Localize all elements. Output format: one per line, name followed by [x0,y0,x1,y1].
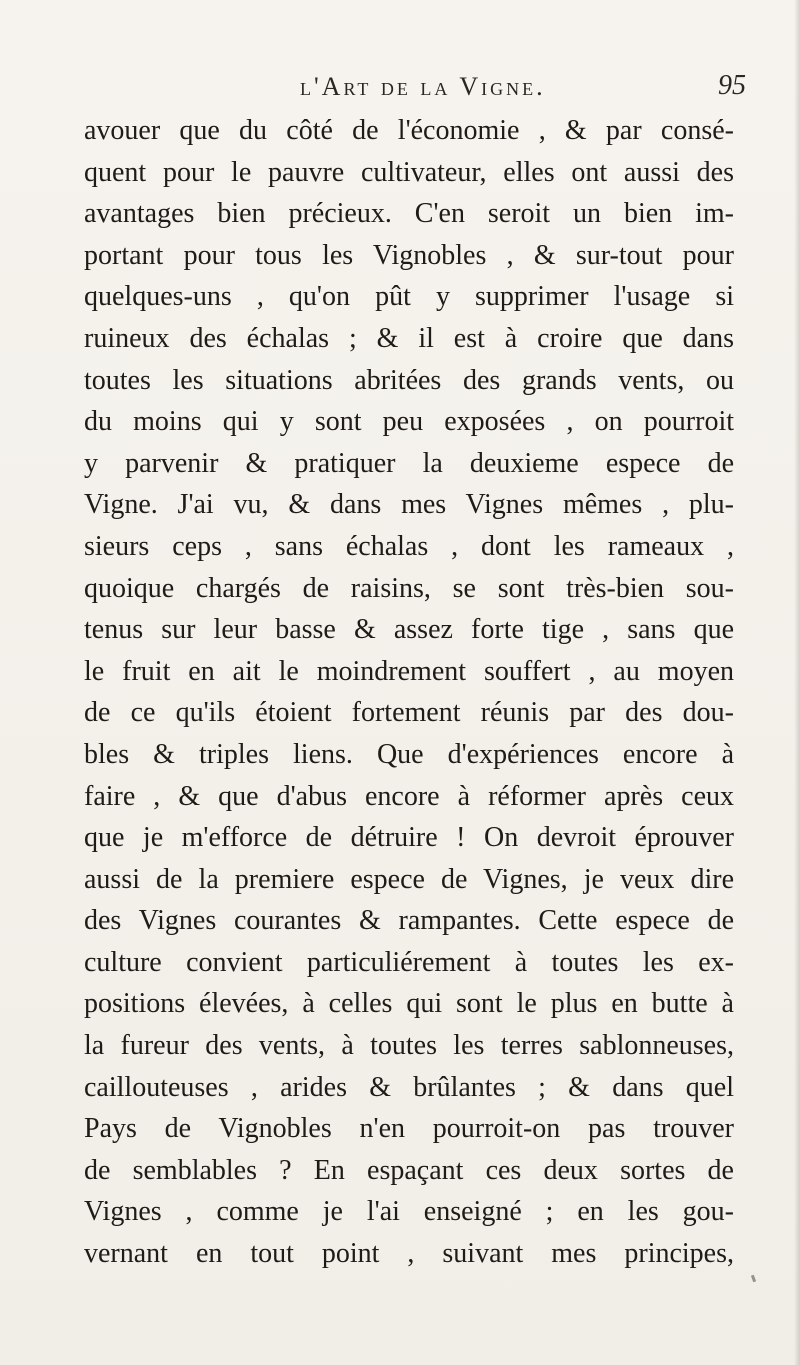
running-title: l'Art de la Vigne. [300,72,546,101]
text-line: des Vignes courantes & rampantes. Cette espece de [84,905,734,937]
text-line: faire , & que d'abus encore à réformer après ceux [84,780,734,812]
paper-speck [751,1275,756,1283]
text-line: portant pour tous les Vignobles , & sur-tout pour [84,239,734,271]
page-edge-shadow [794,0,800,1365]
text-line: ruineux des échalas ; & il est à croire que dans [84,322,734,354]
text-line: toutes les situations abritées des grands vents, ou [84,364,734,396]
page-number: 95 [718,70,746,101]
text-line: positions élevées, à celles qui sont le plus en butte à [84,988,734,1020]
text-line: culture convient particuliérement à toutes les ex- [84,946,734,978]
text-line: Vigne. J'ai vu, & dans mes Vignes mêmes , plu- [84,489,734,521]
text-line: quent pour le pauvre cultivateur, elles ont aussi des [84,156,734,188]
text-line: Vignes , comme je l'ai enseigné ; en les gou- [84,1196,734,1228]
text-line: la fureur des vents, à toutes les terres sablonneuses, [84,1030,734,1062]
text-line: aussi de la premiere espece de Vignes, je veux dire [84,863,734,895]
text-line: avouer que du côté de l'économie , & par consé- [84,115,734,146]
text-line: quelques-uns , qu'on pût y supprimer l'usage si [84,281,734,313]
text-line: tenus sur leur basse & assez forte tige , sans que [84,614,734,646]
body-text [84,110,734,1275]
text-line: caillouteuses , arides & brûlantes ; & dans quel [84,1071,734,1103]
text-line: de semblables ? En espaçant ces deux sortes de [84,1154,734,1186]
text-line: Pays de Vignobles n'en pourroit-on pas trouver [84,1113,734,1145]
text-line: le fruit en ait le moindrement souffert , au moyen [84,655,734,687]
text-line: de ce qu'ils étoient fortement réunis par des dou- [84,697,734,729]
text-line: vernant en tout point , suivant mes principes, [84,1238,734,1270]
text-line: que je m'efforce de détruire ! On devroit éprouver [84,822,734,854]
text-line: bles & triples liens. Que d'expériences encore à [84,738,734,770]
text-line: y parvenir & pratiquer la deuxieme espece de [84,447,734,479]
text-line: sieurs ceps , sans échalas , dont les rameaux , [84,530,734,562]
text-line: avantages bien précieux. C'en seroit un bien im- [84,198,734,230]
text-line: quoique chargés de raisins, se sont très-bien sou- [84,572,734,604]
text-line: du moins qui y sont peu exposées , on pourroit [84,406,734,438]
